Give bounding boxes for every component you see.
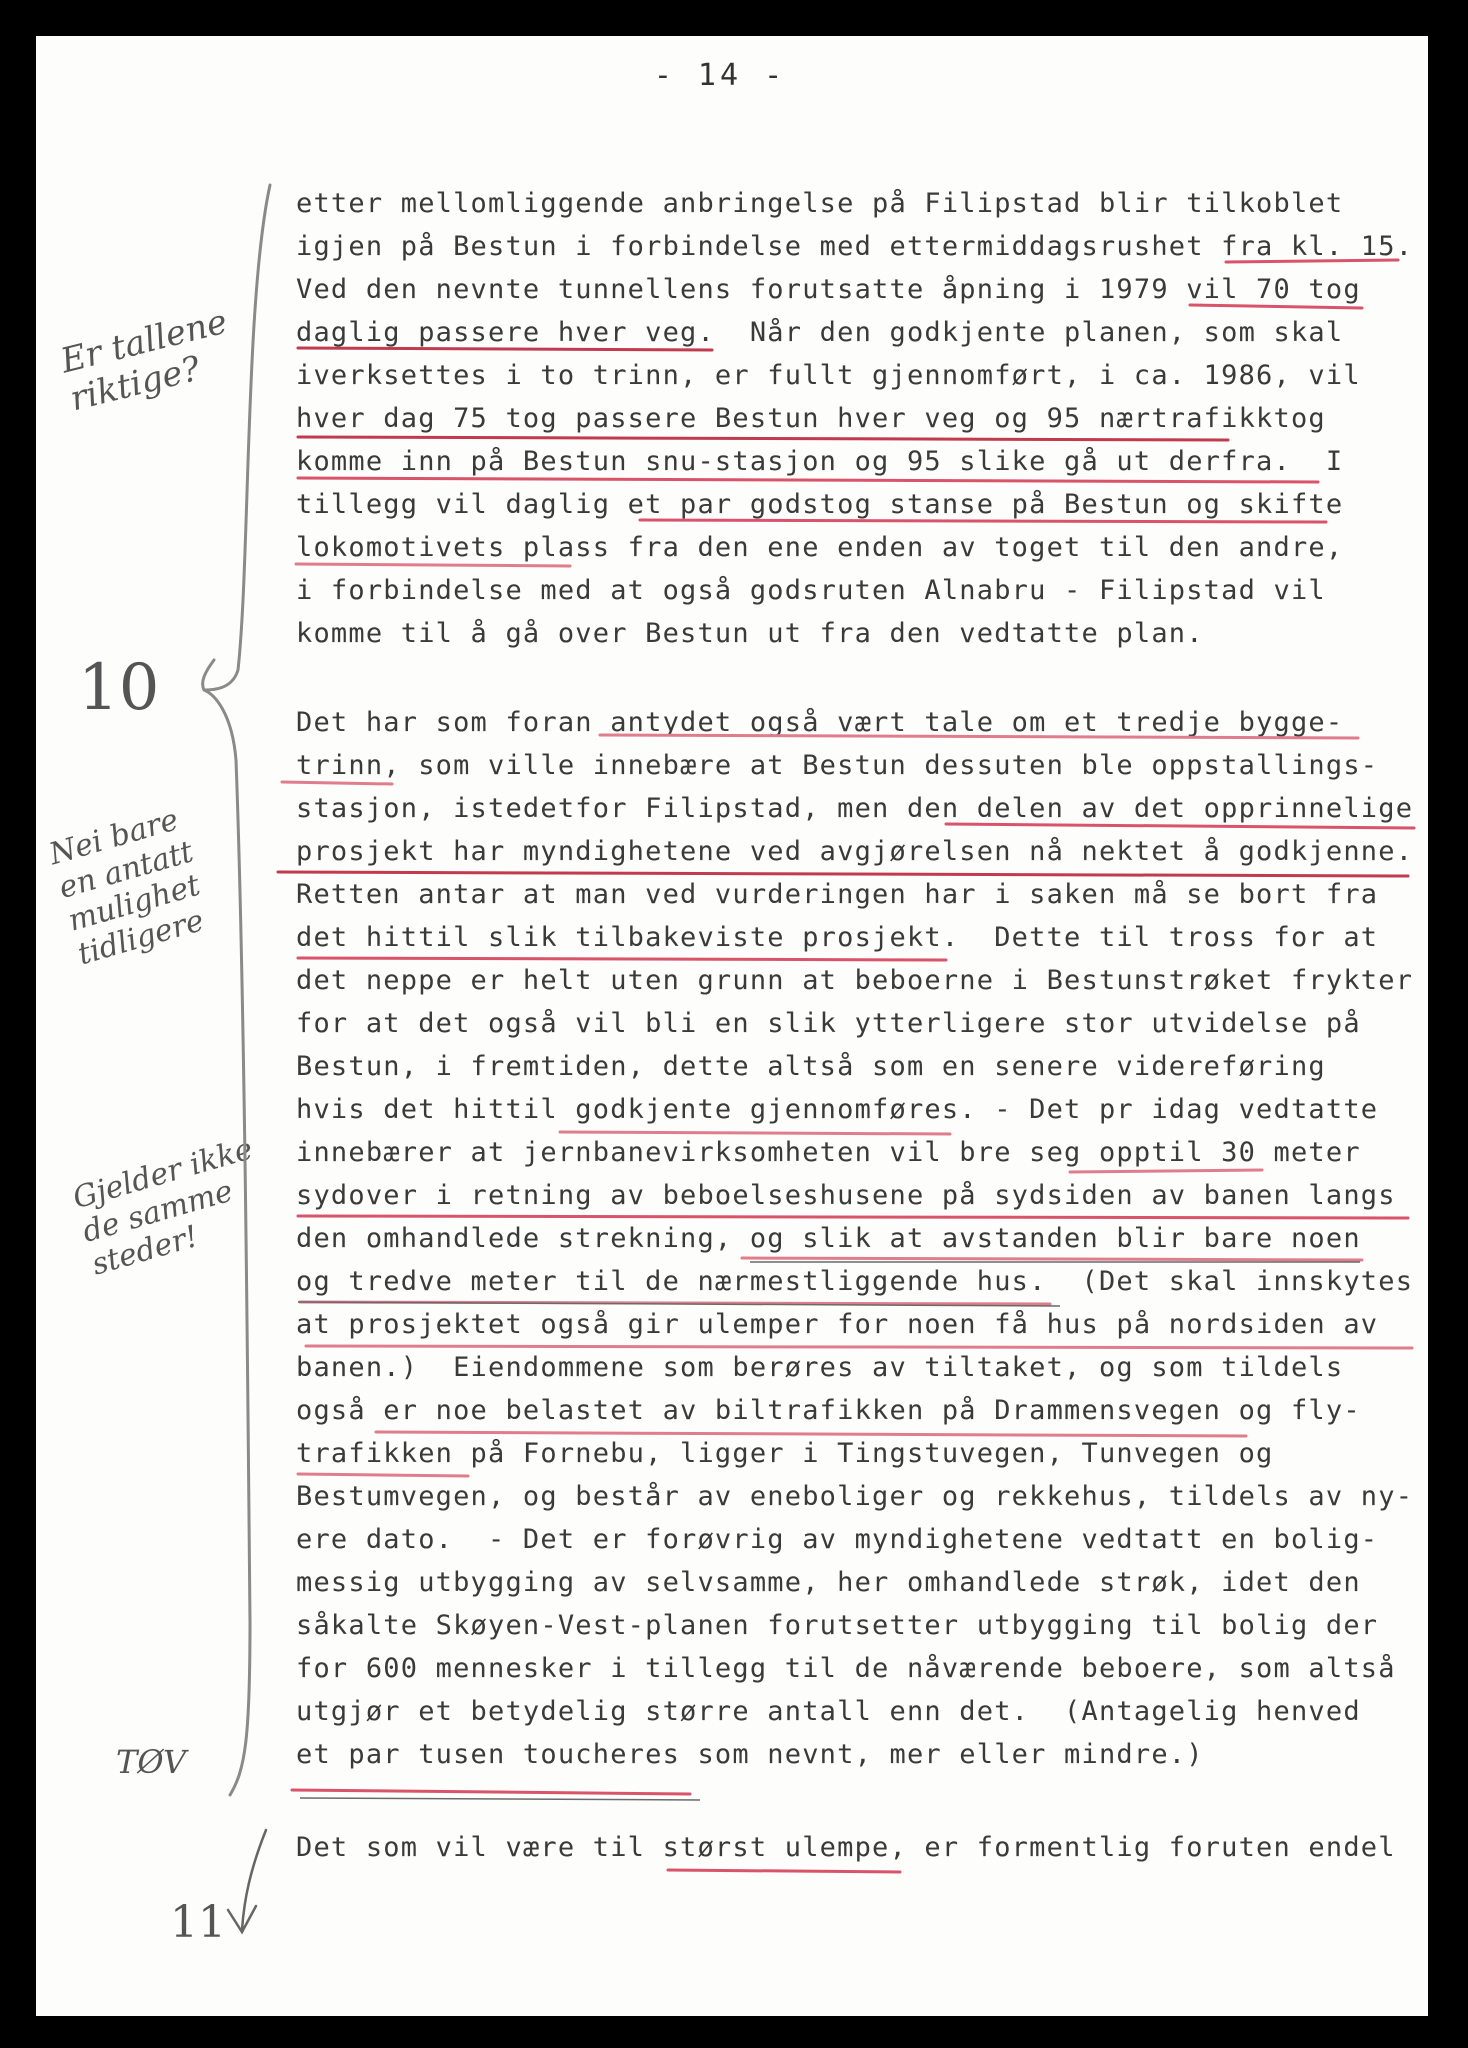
text-line: iverksettes i to trinn, er fullt gjennomført, i ca. 1986, vil xyxy=(296,360,1361,391)
red-underline xyxy=(946,824,1414,828)
margin-note-paragraph-11: 11 xyxy=(170,1897,226,1948)
margin-note-tov: TØV xyxy=(116,1743,187,1781)
red-underline xyxy=(600,735,1358,738)
text-line: Det som vil være til størst ulempe, er formentlig foruten endel xyxy=(296,1832,1396,1863)
text-line: også er noe belastet av biltrafikken på Drammensvegen og fly- xyxy=(296,1395,1361,1426)
red-underline xyxy=(560,1132,950,1134)
page-number: - 14 - xyxy=(653,58,787,93)
red-underline xyxy=(298,478,1318,482)
text-line: trafikken på Fornebu, ligger i Tingstuvegen, Tunvegen og xyxy=(296,1438,1274,1469)
text-line: stasjon, istedetfor Filipstad, men den delen av det opprinnelige xyxy=(296,793,1414,824)
red-underline xyxy=(306,1346,1412,1348)
red-underline xyxy=(298,437,1228,440)
margin-note-not-same-places: Gjelder ikke de samme steder! xyxy=(69,1131,257,1283)
text-line: i forbindelse med at også godsruten Alnabru - Filipstad vil xyxy=(296,575,1326,606)
red-underline xyxy=(296,564,570,566)
margin-note-assumed-possibility: Nei bare en antatt mulighet tidligere xyxy=(45,802,208,972)
red-underline xyxy=(376,1432,1246,1436)
margin-bracket-pencil xyxy=(204,185,270,1795)
red-underline xyxy=(282,782,392,784)
margin-note-paragraph-10: 10 xyxy=(78,651,160,725)
text-line: innebærer at jernbanevirksomheten vil bre seg opptil 30 meter xyxy=(296,1137,1361,1168)
text-line: Bestun, i fremtiden, dette altså som en senere videreføring xyxy=(296,1051,1326,1082)
red-underline xyxy=(640,520,1326,522)
text-line: for 600 mennesker i tillegg til de nåværende beboere, som altså xyxy=(296,1653,1396,1684)
text-line: prosjekt har myndighetene ved avgjørelsen nå nektet å godkjenne. xyxy=(296,836,1414,867)
text-line: for at det også vil bli en slik ytterligere stor utvidelse på xyxy=(296,1008,1361,1039)
red-underline xyxy=(1226,260,1398,262)
text-line: messig utbygging av selvsamme, her omhandlede strøk, idet den xyxy=(296,1567,1361,1598)
red-underline xyxy=(1190,305,1362,308)
text-line: Ved den nevnte tunnellens forutsatte åpning i 1979 vil 70 tog xyxy=(296,274,1361,305)
red-underline xyxy=(298,1216,1408,1218)
text-line: igjen på Bestun i forbindelse med ettermiddagsrushet fra kl. 15. xyxy=(296,231,1414,262)
text-line: utgjør et betydelig større antall enn det. (Antagelig henved xyxy=(296,1696,1361,1727)
text-line: at prosjektet også gir ulemper for noen få hus på nordsiden av xyxy=(296,1309,1379,1340)
margin-note-numbers-correct: Er tallene riktige? xyxy=(56,301,232,420)
down-arrow-icon xyxy=(228,1830,266,1932)
red-underline xyxy=(1070,1170,1262,1172)
text-line: det neppe er helt uten grunn at beboerne i Bestunstrøket frykter xyxy=(296,965,1414,996)
text-line: et par tusen toucheres som nevnt, mer eller mindre.) xyxy=(296,1739,1204,1770)
text-line: banen.) Eiendommene som berøres av tiltaket, og som tildels xyxy=(296,1352,1344,1383)
text-line: det hittil slik tilbakeviste prosjekt. Dette til tross for at xyxy=(296,922,1379,953)
text-line: den omhandlede strekning, og slik at avstanden blir bare noen xyxy=(296,1223,1361,1254)
text-line: sydover i retning av beboelseshusene på sydsiden av banen langs xyxy=(296,1180,1396,1211)
text-line: hver dag 75 tog passere Bestun hver veg og 95 nærtrafikktog xyxy=(296,403,1326,434)
text-line: såkalte Skøyen-Vest-planen forutsetter utbygging til bolig der xyxy=(296,1610,1379,1641)
text-line: Det har som foran antydet også vært tale om et tredje bygge- xyxy=(296,707,1344,738)
margin-bracket-small xyxy=(203,660,214,690)
red-underline xyxy=(742,1258,1362,1260)
text-line: Bestumvegen, og består av eneboliger og rekkehus, tildels av ny- xyxy=(296,1481,1414,1512)
text-line: lokomotivets plass fra den ene enden av toget til den andre, xyxy=(296,532,1344,563)
red-underline xyxy=(298,958,946,960)
text-line: ere dato. - Det er forøvrig av myndighetene vedtatt en bolig- xyxy=(296,1524,1379,1555)
red-underline xyxy=(298,348,712,350)
text-line: trinn, som ville innebære at Bestun dessuten ble oppstallings- xyxy=(296,750,1379,781)
text-line: komme inn på Bestun snu-stasjon og 95 slike gå ut derfra. I xyxy=(296,446,1344,477)
text-line: etter mellomliggende anbringelse på Filipstad blir tilkoblet xyxy=(296,188,1344,219)
text-line: og tredve meter til de nærmestliggende hus. (Det skal innskytes xyxy=(296,1266,1414,1297)
text-line: komme til å gå over Bestun ut fra den vedtatte plan. xyxy=(296,618,1204,649)
text-line: tillegg vil daglig et par godstog stanse på Bestun og skifte xyxy=(296,489,1344,520)
text-line: hvis det hittil godkjente gjennomføres. - Det pr idag vedtatte xyxy=(296,1094,1379,1125)
pencil-underline xyxy=(300,1798,700,1800)
text-line: daglig passere hver veg. Når den godkjente planen, som skal xyxy=(296,317,1344,348)
text-line: Retten antar at man ved vurderingen har i saken må se bort fra xyxy=(296,879,1379,910)
red-underline xyxy=(668,1870,900,1872)
red-underline xyxy=(292,1790,690,1794)
red-underline xyxy=(278,872,1408,876)
red-underline xyxy=(298,1474,468,1476)
